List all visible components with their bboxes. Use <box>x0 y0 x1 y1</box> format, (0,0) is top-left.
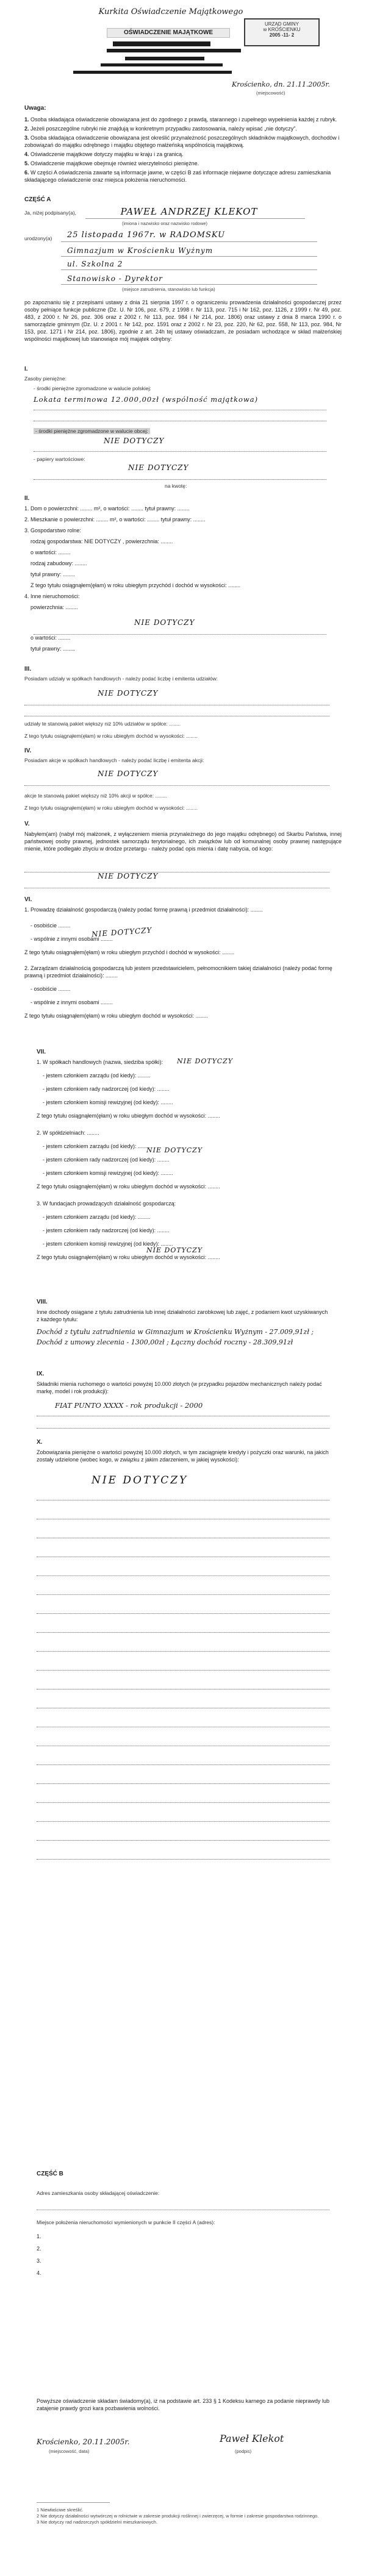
blank-line <box>37 1532 329 1538</box>
name-caption: (imiona i nazwisko oraz nazwisko rodowe) <box>122 221 208 226</box>
uwaga-item: 3. Osoba składająca oświadczenie obowiązana jest określić przynależność poszczególnych składników majątkowych, dochodów i zobowiązań do majątku odrębnego i majątku objętego małżeńską wspólnością majątkową. <box>24 135 340 148</box>
location-item: 3. <box>37 2258 41 2264</box>
foreign-dots <box>34 445 326 452</box>
uwaga-item: 5. Oświadczenie majątkowe obejmuje również wierzytelności pieniężne. <box>24 160 199 166</box>
footnotes <box>37 2507 329 2525</box>
section-vii-value-2: NIE DOTYCZY <box>146 1146 203 1154</box>
footnote-1: 1 Niewłaściwe skreślić. <box>37 2507 84 2513</box>
section-x-lines <box>37 1494 329 1872</box>
born-label: urodzony(a) <box>24 235 52 241</box>
cash-value: Lokata terminowa 12.000,00zł (wspólność majątkowa) <box>34 395 259 404</box>
section-x-number: X. <box>37 1439 43 1446</box>
board-row: - jestem członkiem zarządu (od kiedy): ........ <box>43 1072 151 1079</box>
section-x-label: Zobowiązania pieniężne o wartości powyżej 10.000 złotych, w tym zaciągnięte kredyty i pożyczki oraz warunki, na jakich zostały udzielone (wobec kogo, w związku z jakim zdarzeniem, w jakiej wysokości): <box>37 1449 329 1463</box>
property-row: o wartości: ........ <box>30 549 71 555</box>
property-row: 1. Dom o powierzchni: ........ m², o wartości: ........ tytuł prawny: ........ <box>24 505 190 512</box>
section-iii-value: NIE DOTYCZY <box>98 689 159 698</box>
uwaga-text: Oświadczenie majątkowe obejmuje również wierzytelności pieniężne. <box>30 160 199 166</box>
board-row: - jestem członkiem komisji rewizyjnej (od kiedy): ........ <box>43 1241 173 1247</box>
business-row: - osobiście ........ <box>30 986 71 992</box>
securities-label: - papiery wartościowe: <box>34 456 85 462</box>
blank-line <box>37 1626 329 1633</box>
property-row: tytuł prawny: ........ <box>30 571 76 577</box>
stamp-line-2: w KROŚCIENKU <box>263 27 301 32</box>
blank-line <box>37 1683 329 1689</box>
section-v-dots <box>24 866 329 872</box>
section-v-value: NIE DOTYCZY <box>98 872 159 880</box>
work-line-2: ul. Szkolna 2 <box>67 260 123 268</box>
uwaga-text: W części A oświadczenia zawarte są informacje jawne, w części B zaś informacje niejawne dotyczące adresu zamieszkania składającego oświadczenie oraz miejsca położenia nieruchomości. <box>24 169 331 183</box>
uwaga-label: Uwaga: <box>24 105 46 112</box>
property-row: rodzaj zabudowy: ........ <box>30 560 87 566</box>
section-viii-label: Inne dochody osiągane z tytułu zatrudnienia lub innej działalności zarobkowej lub zajęć, z podaniem kwot uzyskiwanych z każdego tytułu: <box>37 1309 328 1322</box>
section-iii-income: Z tego tytułu osiągnąłem(ęłam) w roku ubiegłym dochód w wysokości: ........ <box>24 733 198 739</box>
uwaga-text: Osoba składająca oświadczenie obowiązana jest określić przynależność poszczególnych składników majątkowych, dochodów i zobowiązań do majątku odrębnego i majątku objętego małżeńską wspólnością majątkową. <box>24 135 340 148</box>
blank-line <box>37 1607 329 1614</box>
blank-line <box>37 1777 329 1784</box>
redaction-bar <box>125 57 204 60</box>
section-vii-number: VII. <box>37 1049 46 1055</box>
location-item: 2. <box>37 2246 41 2252</box>
blank-line <box>37 1853 329 1860</box>
section-ii-number: II. <box>24 495 30 502</box>
section-viii-number: VIII. <box>37 1299 48 1305</box>
section-ix-value: FIAT PUNTO XXXX - rok produkcji - 2000 <box>55 1401 203 1410</box>
czesc-b-title: CZĘŚĆ B <box>37 2171 63 2177</box>
redaction-bar <box>113 41 210 46</box>
uwaga-list <box>24 116 342 185</box>
cash-dots <box>34 404 326 410</box>
property-row: 3. Gospodarstwo rolne: <box>24 527 82 533</box>
board-row: Z tego tytułu osiągnąłem(ęłam) w roku ubiegłym dochód w wysokości: ........ <box>37 1254 220 1260</box>
business-row: - osobiście ........ <box>30 922 71 929</box>
board-row: 2. W spółdzielniach: ........ <box>37 1130 99 1136</box>
section-ii-value: NIE DOTYCZY <box>134 618 195 627</box>
section-iii-label: Posiadam udziały w spółkach handlowych - należy podać liczbę i emitenta udziałów: <box>24 676 218 682</box>
section-iii-dots <box>24 699 329 705</box>
section-iv-pct: akcje te stanowią pakiet większy niż 10% akcji w spółce: ........ <box>24 793 167 799</box>
footnote-rule <box>37 2502 110 2503</box>
registration-stamp <box>244 18 320 46</box>
address-dots <box>37 2203 329 2210</box>
form-heading: Kurkita Oświadczenie Majątkowego <box>98 7 243 16</box>
property-row: o wartości: ........ <box>30 635 71 641</box>
location-item: 4. <box>37 2270 41 2276</box>
section-x-value: NIE DOTYCZY <box>92 1474 188 1486</box>
uwaga-item: 1. Osoba składająca oświadczenie obowiązana jest do zgodnego z prawdą, starannego i zupełnego wypełnienia każdej z rubryk. <box>24 116 337 123</box>
blank-line <box>37 1645 329 1652</box>
section-iv-label: Posiadam akcje w spółkach handlowych - należy podać liczbę i emitenta akcji: <box>24 757 204 763</box>
uwaga-text: Jeżeli poszczególne rubryki nie znajdują w konkretnym przypadku zastosowania, należy wpisać „nie dotyczy”. <box>30 126 297 132</box>
blank-line <box>37 1721 329 1727</box>
blank-line <box>37 1815 329 1822</box>
cash-dots-2 <box>34 415 326 421</box>
property-row: 4. Inne nieruchomości: <box>24 593 80 599</box>
name-underline <box>85 218 305 219</box>
amount-label: na kwotę: <box>165 483 187 489</box>
blank-line <box>37 1834 329 1841</box>
board-row: - jestem członkiem komisji rewizyjnej (od kiedy): ........ <box>43 1099 173 1105</box>
blank-line <box>37 1494 329 1500</box>
property-row: rodzaj gospodarstwa: NIE DOTYCZY , powierzchnia: ........ <box>30 538 173 544</box>
closing-statement: Powyższe oświadczenie składam świadomy(a), iż na podstawie art. 233 § 1 Kodeksu karnego za podanie nieprawdy lub zatajenie prawdy grozi kara pozbawienia wolności. <box>37 2398 329 2411</box>
section-i-number: I. <box>24 366 28 373</box>
section-ii-rows <box>24 505 342 615</box>
section-i-label: Zasoby pieniężne: <box>24 376 66 382</box>
declarant-name: PAWEŁ ANDRZEJ KLEKOT <box>120 206 258 217</box>
board-row: - jestem członkiem zarządu (od kiedy): ........ <box>43 1214 151 1220</box>
uwaga-text: Oświadczenie majątkowe dotyczy majątku w kraju i za granicą. <box>30 151 184 157</box>
blank-line <box>37 1550 329 1557</box>
foreign-label: - środki pieniężne zgromadzone w walucie obcej: <box>34 428 150 434</box>
section-vi-number: VI. <box>24 896 32 903</box>
board-row: - jestem członkiem komisji rewizyjnej (od kiedy): ........ <box>43 1170 173 1176</box>
blank-line <box>37 1702 329 1708</box>
section-vi-rows <box>24 906 342 1026</box>
place-date: Krościenko, dn. 21.11.2005r. <box>232 80 330 88</box>
stamp-line-1: URZĄD GMINY <box>265 21 299 27</box>
document-title: OŚWIADCZENIE MAJĄTKOWE <box>107 28 230 38</box>
footnote-2: 2 Nie dotyczy działalności wytwórczej w rolnictwie w zakresie produkcji roślinnej i zwierzęcej, w formie i zakresie gospodarstwa rodzinnego. <box>37 2513 319 2519</box>
blank-line <box>37 1513 329 1519</box>
redaction-bar <box>107 49 241 52</box>
work-underline-3 <box>61 284 317 285</box>
board-row: - jestem członkiem rady nadzorczej (od kiedy): ........ <box>43 1227 170 1233</box>
work-line-3: Stanowisko - Dyrektor <box>67 274 163 283</box>
czesc-a-title: CZĘŚĆ A <box>24 196 51 203</box>
blank-line <box>37 1569 329 1576</box>
section-iv-income: Z tego tytułu osiągnąłem(ęłam) w roku ubiegłym dochód w wysokości: ........ <box>24 805 198 811</box>
location-items <box>37 2233 329 2282</box>
property-row: Z tego tytułu osiągnąłem(ęłam) w roku ubiegłym przychód i dochód w wysokości: ........ <box>30 582 241 588</box>
section-ii-rows-after <box>30 634 348 656</box>
board-row: - jestem członkiem zarządu (od kiedy): ........ <box>43 1143 151 1149</box>
blank-line <box>37 1588 329 1595</box>
closing-place-date: Krościenko, 20.11.2005r. <box>37 2438 130 2446</box>
section-ix-dots-2 <box>37 1422 329 1429</box>
signature: Paweł Klekot <box>220 2433 284 2444</box>
location-item: 1. <box>37 2233 41 2239</box>
work-underline-1 <box>61 256 317 257</box>
born-value: 25 listopada 1967r. w RADOMSKU <box>67 230 226 240</box>
business-row: - wspólnie z innymi osobami ........ <box>30 999 113 1005</box>
cash-label: - środki pieniężne zgromadzone w walucie polskiej: <box>34 385 151 391</box>
uwaga-item: 2. Jeżeli poszczególne rubryki nie znajdują w konkretnym przypadku zastosowania, należy wpisać „nie dotyczy”. <box>24 126 297 132</box>
section-iii-pct: udziały te stanowią pakiet większy niż 10% udziałów w spółce: ........ <box>24 721 181 727</box>
redaction-bar <box>73 71 232 74</box>
section-v-label: Nabyłem(am) (nabył mój małżonek, z wyłączeniem mienia przynależnego do jego majątku odrębnego) od Skarbu Państwa, innej państwowej osoby prawnej, jednostek samorządu terytorialnego, ich związków lub od komunalnej osoby prawnej następujące mienie, które podlegało zbyciu w drodze przetargu - należy podać opis mienia i datę nabycia, od kogo: <box>24 831 342 852</box>
work-caption: (miejsce zatrudnienia, stanowisko lub funkcja) <box>122 287 215 292</box>
business-row: 2. Zarządzam działalnością gospodarczą lub jestem przedstawicielem, pełnomocnikiem takiej działalności (należy podać formę prawną i przedmiot działalności): ........ <box>24 965 332 979</box>
born-underline <box>61 241 317 242</box>
work-underline-2 <box>61 269 317 270</box>
board-row: Z tego tytułu osiągnąłem(ęłam) w roku ubiegłym dochód w wysokości: ........ <box>37 1113 220 1119</box>
business-row: - wspólnie z innymi osobami ........ <box>30 936 113 942</box>
board-row: 3. W fundacjach prowadzących działalność gospodarczą: <box>37 1201 176 1207</box>
legal-text: po zapoznaniu się z przepisami ustawy z dnia 21 sierpnia 1997 r. o ograniczeniu prowadzenia działalności gospodarczej przez osoby pełniące funkcje publiczne (Dz. U. Nr 106, poz. 679, z 1998 r. Nr 113, poz. 715 i Nr 162, poz. 1126, z 1999 r. Nr 49, poz. 483, z 2000 r. Nr 26, poz. 306 oraz z 2002 r. Nr 113, poz. 984 i Nr 214, poz. 1806) oraz ustawy z dnia 8 marca 1990 r. o samorządzie gminnym (Dz. U. z 2001 r. Nr 142, poz. 1591 oraz z 2002 r. Nr 23, poz. 220, Nr 62, poz. 558, Nr 113, poz. 984, Nr 153, poz. 1271 i Nr 214, poz. 1806), zgodnie z art. 24h tej ustawy oświadczam, że posiadam wchodzące w skład małżeńskiej wspólności majątkowej lub stanowiące mój majątek odrębny: <box>24 299 342 342</box>
business-row: Z tego tytułu osiągnąłem(ęłam) w roku ubiegłym przychód i dochód w wysokości: ........ <box>24 949 235 955</box>
uwaga-item: 4. Oświadczenie majątkowe dotyczy majątku w kraju i za granicą. <box>24 151 184 157</box>
section-ix-dots <box>37 1410 329 1416</box>
section-iv-number: IV. <box>24 747 32 754</box>
section-v-number: V. <box>24 821 30 827</box>
section-iv-dots <box>24 779 329 786</box>
redaction-bar <box>101 63 223 66</box>
blank-line <box>37 1796 329 1803</box>
board-row: 1. W spółkach handlowych (nazwa, siedziba spółki): <box>37 1059 163 1065</box>
property-row: 2. Mieszkanie o powierzchni: ........ m², o wartości: ........ tytuł prawny: ........ <box>24 516 206 523</box>
business-row: Z tego tytułu osiągnąłem(ęłam) w roku ubiegłym dochód w wysokości: ........ <box>24 1013 208 1019</box>
section-v-dots-2 <box>24 882 329 888</box>
address-label: Adres zamieszkania osoby składającej oświadczenie: <box>37 2190 160 2196</box>
section-iii-dots-2 <box>24 710 329 716</box>
section-ix-label: Składniki mienia ruchomego o wartości powyżej 10.000 złotych (w przypadku pojazdów mechanicznych należy podać markę, model i rok produkcji): <box>37 1381 322 1394</box>
property-row: powierzchnia: ........ <box>30 604 78 610</box>
ja-label: Ja, niżej podpisany(a), <box>24 210 77 216</box>
section-viii-value: Dochód z tytułu zatrudnienia w Gimnazjum w Krościenku Wyżnym - 27.009,91zł ; Dochód z umowy zlecenia - 1300,00zł ; Łączny dochód roczny - 28.309,91zł <box>37 1328 314 1346</box>
board-row: - jestem członkiem rady nadzorczej (od kiedy): ........ <box>43 1086 170 1092</box>
section-ix-number: IX. <box>37 1371 45 1377</box>
signature-caption: (podpis) <box>235 2449 252 2454</box>
place-caption: (miejscowość) <box>256 90 285 96</box>
board-row: - jestem członkiem rady nadzorczej (od kiedy): ........ <box>43 1157 170 1163</box>
uwaga-text: Osoba składająca oświadczenie obowiązana jest do zgodnego z prawdą, starannego i zupełnego wypełnienia każdej z rubryk. <box>30 116 337 123</box>
foreign-value: NIE DOTYCZY <box>104 437 165 445</box>
section-vii-value-3: NIE DOTYCZY <box>146 1246 203 1254</box>
property-row: tytuł prawny: ........ <box>30 646 76 652</box>
board-row: Z tego tytułu osiągnąłem(ęłam) w roku ubiegłym dochód w wysokości: ........ <box>37 1183 220 1190</box>
blank-line <box>37 1664 329 1671</box>
section-vii-rows <box>37 1058 329 1267</box>
work-line-1: Gimnazjum w Krościenku Wyżnym <box>67 246 214 255</box>
blank-line <box>37 1739 329 1746</box>
blank-line <box>37 1758 329 1765</box>
business-row: 1. Prowadzę działalność gospodarczą (należy podać formę prawną i przedmiot działalności): ........ <box>24 907 263 913</box>
section-vii-value-1: NIE DOTYCZY <box>177 1057 234 1065</box>
location-label: Miejsce położenia nieruchomości wymienionych w punkcie II części A (adres): <box>37 2219 215 2225</box>
section-vi-value: NIE DOTYCZY <box>91 926 152 939</box>
securities-value: NIE DOTYCZY <box>128 463 189 472</box>
uwaga-item: 6. W części A oświadczenia zawarte są informacje jawne, w części B zaś informacje niejawne dotyczące adresu zamieszkania składającego oświadczenie oraz miejsca położenia nieruchomości. <box>24 169 331 183</box>
stamp-line-3: 2005 -11- 2 <box>269 32 295 38</box>
securities-dots <box>34 473 326 480</box>
section-iii-number: III. <box>24 666 32 673</box>
footnote-3: 3 Nie dotyczy rad nadzorczych spółdzielni mieszkaniowych. <box>37 2519 158 2525</box>
closing-place-caption: (miejscowość, data) <box>49 2449 90 2454</box>
section-iv-value: NIE DOTYCZY <box>98 769 159 778</box>
